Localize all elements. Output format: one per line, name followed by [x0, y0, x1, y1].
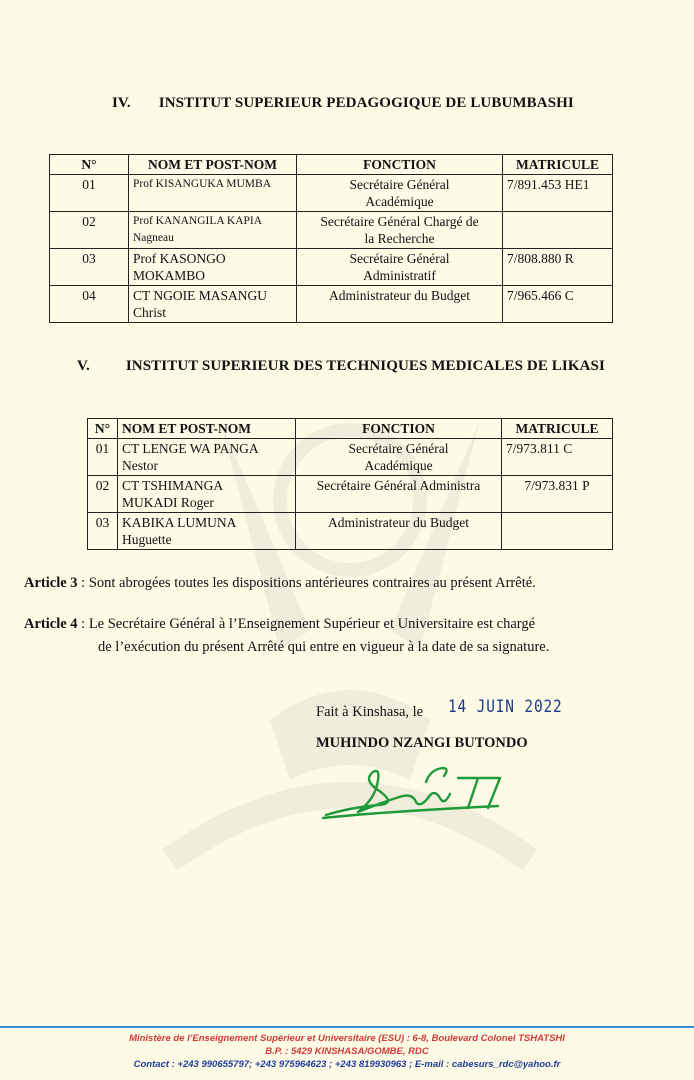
- row-matricule: [503, 212, 613, 249]
- row-name: CT NGOIE MASANGU Christ: [129, 286, 297, 323]
- row-number: 03: [88, 513, 118, 550]
- table-row: [50, 212, 613, 249]
- row-function: Secrétaire Général Administra: [296, 476, 502, 513]
- header-function: FONCTION: [296, 419, 502, 439]
- row-number: 03: [50, 249, 129, 286]
- header-name: NOM ET POST-NOM: [129, 155, 297, 175]
- article-4-text-line1: : Le Secrétaire Général à l’Enseignement Supérieur et Universitaire est chargé: [77, 616, 536, 632]
- row-matricule: [502, 513, 613, 550]
- row-name: Prof KANANGILA KAPIA Nagneau: [129, 212, 297, 249]
- table-row: [88, 439, 613, 476]
- header-function: FONCTION: [297, 155, 503, 175]
- header-name: NOM ET POST-NOM: [118, 419, 296, 439]
- article-4-label: Article 4: [24, 616, 78, 632]
- row-function: Administrateur du Budget: [296, 513, 502, 550]
- table-header-row: [88, 419, 613, 439]
- row-name: KABIKA LUMUNA Huguette: [118, 513, 296, 550]
- row-name: CT TSHIMANGA MUKADI Roger: [118, 476, 296, 513]
- header-matricule: MATRICULE: [503, 155, 613, 175]
- section-iv-table: [49, 154, 613, 323]
- row-function: Secrétaire Général Administratif: [297, 249, 503, 286]
- row-function: Secrétaire Général Académique: [297, 175, 503, 212]
- row-name: CT LENGE WA PANGA Nestor: [118, 439, 296, 476]
- footer-contact: Contact : +243 990655797; +243 975964623 ; +243 819930963 ; E-mail : cabesurs_rdc@yahoo.fr: [133, 1059, 561, 1070]
- header-number: N°: [88, 419, 118, 439]
- handwritten-signature: [318, 760, 518, 830]
- article-3: [24, 573, 664, 594]
- table-row: [88, 513, 613, 550]
- date-stamp: 14 JUIN 2022: [448, 697, 563, 717]
- header-matricule: MATRICULE: [502, 419, 613, 439]
- section-iv-number: IV.: [112, 95, 131, 111]
- article-4: [24, 614, 674, 635]
- section-v-number: V.: [77, 358, 90, 374]
- article-4-continuation: [98, 637, 678, 658]
- section-v-heading: INSTITUT SUPERIEUR DES TECHNIQUES MEDICALES DE LIKASI: [125, 358, 605, 374]
- article-3-text: : Sont abrogées toutes les dispositions antérieures contraires au présent Arrêté.: [77, 575, 536, 591]
- row-function: Secrétaire Général Chargé de la Recherche: [297, 212, 503, 249]
- section-iv-heading: INSTITUT SUPERIEUR PEDAGOGIQUE DE LUBUMBASHI: [158, 95, 574, 111]
- article-3-label: Article 3: [24, 575, 78, 591]
- section-iv-title: [112, 95, 574, 112]
- footer-po-box: B.P. : 5429 KINSHASA/GOMBE, RDC: [265, 1046, 429, 1057]
- table-row: [50, 286, 613, 323]
- table-row: [50, 249, 613, 286]
- table-row: [88, 476, 613, 513]
- row-number: 04: [50, 286, 129, 323]
- signer-name: MUHINDO NZANGI BUTONDO: [316, 735, 528, 751]
- row-matricule: 7/973.811 C: [502, 439, 613, 476]
- row-matricule: 7/808.880 R: [503, 249, 613, 286]
- footer-address: Ministère de l’Enseignement Supérieur et Universitaire (ESU) : 6-8, Boulevard Colonel TSHATSHI: [129, 1033, 565, 1044]
- footer-divider: [0, 1026, 694, 1028]
- row-function: Secrétaire Général Académique: [296, 439, 502, 476]
- place-date-line: Fait à Kinshasa, le: [316, 704, 424, 720]
- table-row: [50, 175, 613, 212]
- table-header-row: [50, 155, 613, 175]
- row-name: Prof KASONGO MOKAMBO: [129, 249, 297, 286]
- row-matricule: 7/891.453 HE1: [503, 175, 613, 212]
- row-matricule: 7/973.831 P: [502, 476, 613, 513]
- row-function: Administrateur du Budget: [297, 286, 503, 323]
- header-number: N°: [50, 155, 129, 175]
- section-v-table: [87, 418, 613, 550]
- row-matricule: 7/965.466 C: [503, 286, 613, 323]
- row-number: 01: [88, 439, 118, 476]
- row-name: Prof KISANGUKA MUMBA: [129, 175, 297, 212]
- article-4-text-line2: de l’exécution du présent Arrêté qui entre en vigueur à la date de sa signature.: [98, 639, 550, 655]
- section-v-title: [77, 358, 605, 375]
- row-number: 02: [50, 212, 129, 249]
- row-number: 02: [88, 476, 118, 513]
- row-number: 01: [50, 175, 129, 212]
